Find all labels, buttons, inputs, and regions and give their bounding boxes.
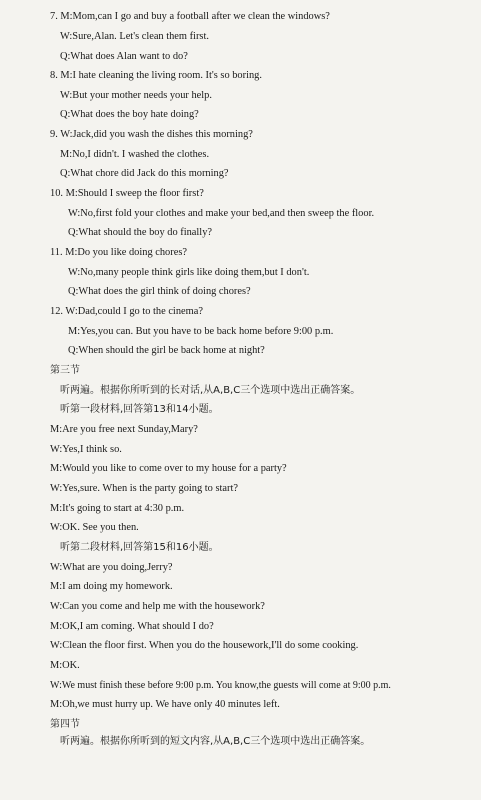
dialogue-line: 11. M:Do you like doing chores?	[50, 247, 187, 258]
dialogue-line: M:OK,I am coming. What should I do?	[50, 621, 214, 632]
dialogue-line: W:We must finish these before 9:00 p.m. You know,the guests will come at 9:00 p.m.	[50, 680, 391, 691]
dialogue-line: 10. M:Should I sweep the floor first?	[50, 188, 204, 199]
dialogue-line: M:No,I didn't. I washed the clothes.	[60, 149, 210, 160]
dialogue-line: M:It's going to start at 4:30 p.m.	[50, 503, 185, 514]
dialogue-line: M:I am doing my homework.	[50, 581, 173, 592]
dialogue-line: W:What are you doing,Jerry?	[50, 562, 173, 573]
section-heading: 第四节	[50, 719, 80, 730]
dialogue-line: M:OK.	[50, 660, 80, 671]
dialogue-line: W:No,many people think girls like doing them,but I don't.	[68, 267, 310, 278]
dialogue-line: W:No,first fold your clothes and make your bed,and then sweep the floor.	[68, 208, 375, 219]
dialogue-line: Q:What does the girl think of doing chores?	[68, 286, 251, 297]
section-instruction: 听两遍。根据你所听到的短文内容,从A,B,C三个选项中选出正确答案。	[60, 736, 371, 747]
dialogue-line: 12. W:Dad,could I go to the cinema?	[50, 306, 203, 317]
section-heading: 第三节	[50, 365, 80, 376]
dialogue-line: Q:What chore did Jack do this morning?	[60, 168, 229, 179]
dialogue-line: W:Yes,sure. When is the party going to start?	[50, 483, 238, 494]
section-instruction: 听两遍。根据你所听到的长对话,从A,B,C三个选项中选出正确答案。	[60, 385, 361, 396]
dialogue-line: Q:When should the girl be back home at night?	[68, 345, 265, 356]
dialogue-line: 7. M:Mom,can I go and buy a football after we clean the windows?	[50, 11, 330, 22]
dialogue-line: W:Sure,Alan. Let's clean them first.	[60, 31, 209, 42]
dialogue-line: Q:What does the boy hate doing?	[60, 109, 199, 120]
dialogue-line: M:Would you like to come over to my house for a party?	[50, 463, 287, 474]
section-instruction: 听第一段材料,回答第13和14小题。	[60, 404, 219, 415]
dialogue-line: M:Are you free next Sunday,Mary?	[50, 424, 198, 435]
section-instruction: 听第二段材料,回答第15和16小题。	[60, 542, 219, 553]
dialogue-line: Q:What should the boy do finally?	[68, 227, 212, 238]
dialogue-line: W:OK. See you then.	[50, 522, 139, 533]
dialogue-line: W:Yes,I think so.	[50, 444, 122, 455]
dialogue-line: W:But your mother needs your help.	[60, 90, 212, 101]
dialogue-line: W:Clean the floor first. When you do the housework,I'll do some cooking.	[50, 640, 359, 651]
dialogue-line: M:Yes,you can. But you have to be back home before 9:00 p.m.	[68, 326, 334, 337]
dialogue-line: W:Can you come and help me with the housework?	[50, 601, 265, 612]
dialogue-line: 9. W:Jack,did you wash the dishes this morning?	[50, 129, 253, 140]
dialogue-line: M:Oh,we must hurry up. We have only 40 minutes left.	[50, 699, 280, 710]
dialogue-line: 8. M:I hate cleaning the living room. It's so boring.	[50, 70, 262, 81]
dialogue-line: Q:What does Alan want to do?	[60, 51, 188, 62]
